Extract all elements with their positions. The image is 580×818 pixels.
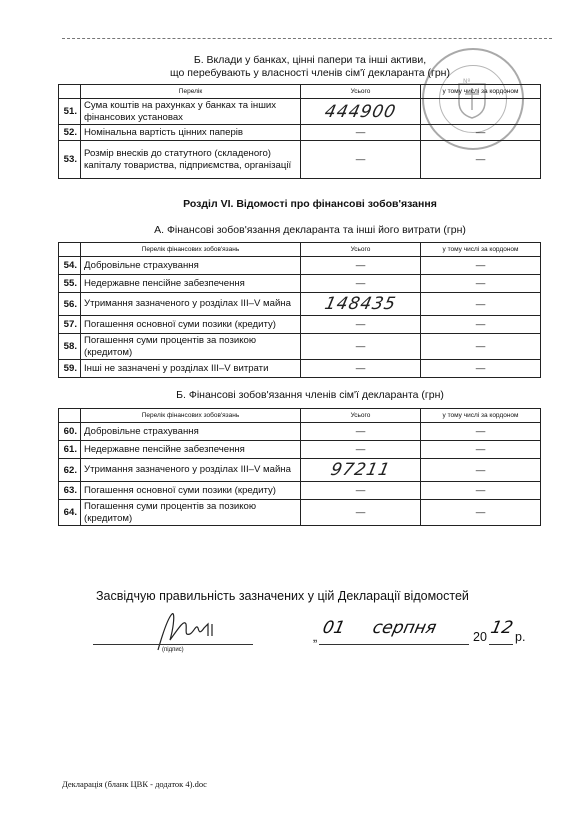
part-b-title: Б. Фінансові зобов'язання членів сім'ї декларанта (грн)	[176, 389, 444, 401]
table-row	[59, 293, 541, 316]
assets-table	[58, 84, 541, 179]
table-row	[59, 459, 541, 482]
row-label: Недержавне пенсійне забезпечення	[81, 275, 301, 293]
table-row	[59, 441, 541, 459]
table-row	[59, 423, 541, 441]
date-year: 12	[488, 618, 515, 638]
row-value: —	[301, 500, 421, 526]
row-abroad: —	[421, 293, 541, 316]
column-header-total: Усього	[301, 243, 421, 257]
table-row	[59, 99, 541, 125]
row-label: Погашення основної суми позики (кредиту)	[81, 482, 301, 500]
table-row	[59, 257, 541, 275]
date-century: 20	[473, 630, 487, 644]
column-header-abroad: у тому числі за кордоном	[421, 85, 541, 99]
table-row	[59, 141, 541, 179]
column-header-list: Перелік	[81, 85, 301, 99]
column-header-abroad: у тому числі за кордоном	[421, 409, 541, 423]
row-abroad: —	[421, 334, 541, 360]
column-header-list: Перелік фінансових зобов'язань	[81, 409, 301, 423]
certification-text: Засвідчую правильність зазначених у цій Декларації відомостей	[96, 589, 469, 603]
row-label: Погашення суми процентів за позикою (кредитом)	[81, 334, 301, 360]
row-abroad: —	[421, 141, 541, 179]
row-value: —	[301, 275, 421, 293]
row-abroad: —	[421, 360, 541, 378]
row-value: —	[301, 316, 421, 334]
column-header-total: Усього	[301, 85, 421, 99]
row-label: Номінальна вартість цінних паперів	[81, 125, 301, 141]
table-header	[59, 85, 541, 99]
signature-line	[93, 644, 253, 645]
row-number: 56.	[59, 293, 81, 316]
row-abroad: —	[421, 459, 541, 482]
row-label: Інші не зазначені у розділах III–V витрати	[81, 360, 301, 378]
row-number: 52.	[59, 125, 81, 141]
row-label: Добровільне страхування	[81, 423, 301, 441]
column-header-abroad: у тому числі за кордоном	[421, 243, 541, 257]
top-divider	[62, 38, 552, 39]
section-vi-title: Розділ VI. Відомості про фінансові зобов'язання	[183, 198, 437, 210]
row-value: —	[301, 441, 421, 459]
handwritten-value: 148435	[322, 294, 399, 314]
row-value: —	[301, 334, 421, 360]
column-header-total: Усього	[301, 409, 421, 423]
row-value: —	[301, 482, 421, 500]
table-row	[59, 275, 541, 293]
part-a-title: А. Фінансові зобов'язання декларанта та інші його витрати (грн)	[154, 224, 466, 236]
row-label: Недержавне пенсійне забезпечення	[81, 441, 301, 459]
signing-date	[313, 618, 543, 644]
table-row	[59, 316, 541, 334]
row-number: 57.	[59, 316, 81, 334]
row-label: Сума коштів на рахунках у банках та інших фінансових установах	[81, 99, 301, 125]
row-number: 54.	[59, 257, 81, 275]
row-number: 53.	[59, 141, 81, 179]
row-label: Утримання зазначеного у розділах III–V майна	[81, 459, 301, 482]
row-abroad: —	[421, 482, 541, 500]
row-number: 58.	[59, 334, 81, 360]
handwritten-value: 97211	[328, 460, 393, 480]
row-value: —	[301, 257, 421, 275]
row-abroad: —	[421, 423, 541, 441]
handwritten-value: 444900	[322, 101, 399, 122]
table-header	[59, 409, 541, 423]
date-day: 01	[320, 618, 347, 638]
row-abroad: —	[421, 316, 541, 334]
row-label: Розмір внесків до статутного (складеного) капіталу товариства, підприємства, організації	[81, 141, 301, 179]
obligations-family-table	[58, 408, 541, 526]
table-row	[59, 360, 541, 378]
svg-text:Nº: Nº	[463, 78, 471, 85]
table-row	[59, 500, 541, 526]
assets-title-line2: що перебувають у власності членів сім'ї декларанта (грн)	[170, 67, 450, 79]
footer-filename: Декларація (бланк ЦВК - додаток 4).doc	[62, 779, 207, 789]
table-row	[59, 482, 541, 500]
date-month: серпня	[370, 618, 439, 638]
row-label: Погашення суми процентів за позикою (кредитом)	[81, 500, 301, 526]
table-row	[59, 125, 541, 141]
row-number: 61.	[59, 441, 81, 459]
row-abroad	[421, 99, 541, 125]
row-number: 60.	[59, 423, 81, 441]
obligations-declarant-table	[58, 242, 541, 378]
table-header	[59, 243, 541, 257]
row-value: —	[301, 125, 421, 141]
date-suffix: р.	[515, 630, 526, 644]
row-label: Добровільне страхування	[81, 257, 301, 275]
row-number: 64.	[59, 500, 81, 526]
row-value: —	[301, 141, 421, 179]
row-abroad: —	[421, 441, 541, 459]
row-label: Погашення основної суми позики (кредиту)	[81, 316, 301, 334]
row-number: 55.	[59, 275, 81, 293]
assets-title-line1: Б. Вклади у банках, цінні папери та інші активи,	[193, 54, 427, 66]
column-header-list: Перелік фінансових зобов'язань	[81, 243, 301, 257]
date-quote: „	[313, 630, 318, 644]
row-number: 59.	[59, 360, 81, 378]
row-label: Утримання зазначеного у розділах III–V майна	[81, 293, 301, 316]
row-number: 51.	[59, 99, 81, 125]
row-abroad: —	[421, 500, 541, 526]
row-abroad: —	[421, 275, 541, 293]
signature-caption: (підпис)	[162, 647, 184, 653]
row-number: 62.	[59, 459, 81, 482]
row-value: —	[301, 360, 421, 378]
row-value: —	[301, 423, 421, 441]
row-abroad: —	[421, 257, 541, 275]
row-abroad: —	[421, 125, 541, 141]
row-number: 63.	[59, 482, 81, 500]
table-row	[59, 334, 541, 360]
